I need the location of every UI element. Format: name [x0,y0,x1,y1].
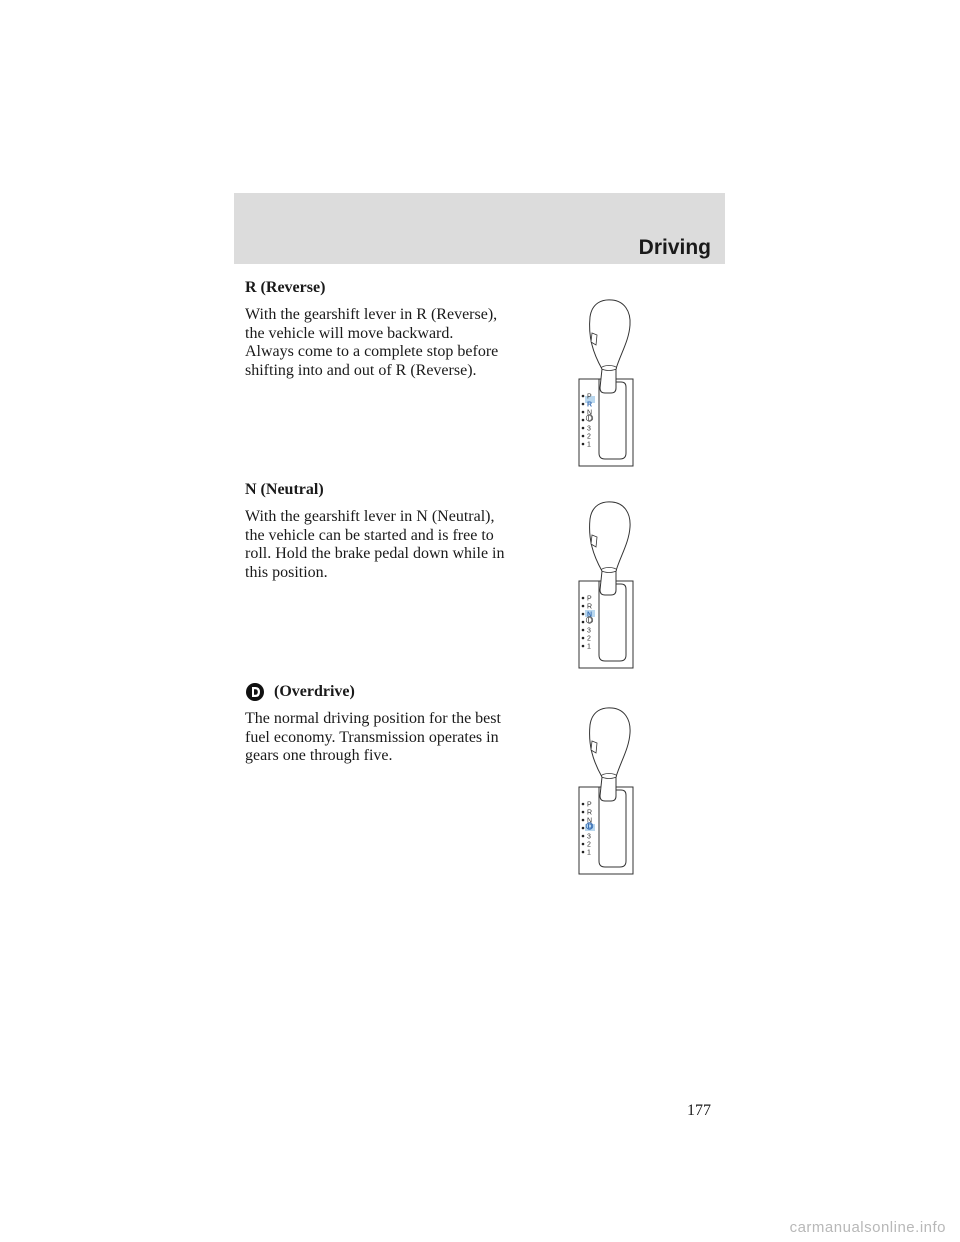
svg-text:3: 3 [587,425,591,433]
watermark: carmanualsonline.info [789,1219,946,1236]
section-neutral [245,480,505,582]
svg-text:R: R [587,809,593,817]
gearshift-figure-overdrive [568,703,640,878]
svg-text:P: P [587,595,592,603]
heading-overdrive-text: (Overdrive) [274,683,355,700]
svg-text:2: 2 [587,635,591,643]
overdrive-d-icon [245,682,265,702]
svg-text:3: 3 [587,627,591,635]
svg-text:1: 1 [587,441,591,449]
svg-text:2: 2 [587,433,591,441]
heading-reverse: R (Reverse) [245,279,326,296]
heading-overdrive [245,682,505,702]
gearshift-figure-neutral [568,497,640,672]
header-band [234,193,725,264]
svg-text:D: D [587,415,593,423]
svg-text:P: P [587,801,592,809]
svg-text:P: P [587,393,592,401]
svg-text:D: D [587,823,593,831]
gearshift-lever-icon [579,708,633,874]
svg-text:2: 2 [587,841,591,849]
heading-neutral: N (Neutral) [245,481,324,498]
svg-text:R: R [587,603,593,611]
svg-text:R: R [587,401,593,409]
section-overdrive [245,682,505,766]
svg-text:D: D [587,617,593,625]
gearshift-lever-icon [579,300,633,466]
page-number: 177 [687,1102,711,1119]
paragraph-reverse: With the gearshift lever in R (Reverse), the vehicle will move backward. Always come to a complete stop before shifting into and out of R (Reverse). [245,306,499,379]
svg-text:1: 1 [587,643,591,651]
svg-text:N: N [587,409,593,417]
gearshift-figure-reverse [568,295,640,470]
svg-text:3: 3 [587,833,591,841]
section-title: Driving [638,236,711,259]
svg-text:1: 1 [587,849,591,857]
gearshift-lever-icon [579,502,633,668]
svg-text:N: N [587,817,593,825]
paragraph-overdrive: The normal driving position for the best fuel economy. Transmission operates in gears one through five. [245,710,501,765]
paragraph-neutral: With the gearshift lever in N (Neutral), the vehicle can be started and is free to roll. Hold the brake pedal down while in this position. [245,508,505,581]
section-reverse [245,278,505,380]
svg-text:N: N [587,611,593,619]
